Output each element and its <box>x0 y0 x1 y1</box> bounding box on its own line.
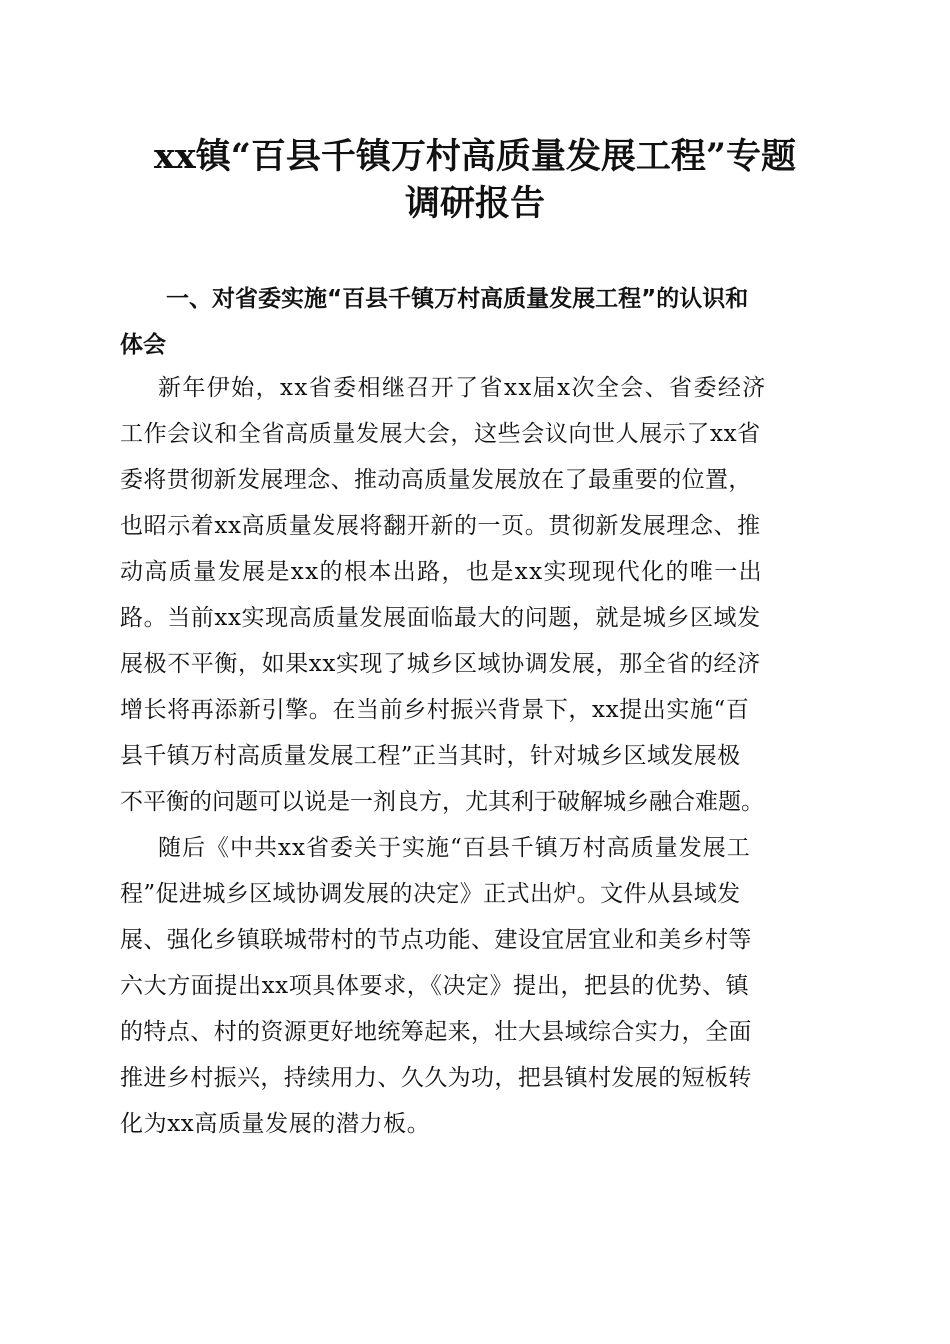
paragraph-line: 展极不平衡，如果xx实现了城乡区域协调发展，那全省的经济 <box>120 651 761 677</box>
paragraph-2 <box>120 825 832 1147</box>
paragraph-1 <box>120 365 832 825</box>
paragraph-line: 推进乡村振兴，持续用力、久久为功，把县镇村发展的短板转 <box>120 1065 752 1091</box>
section-heading-line: 体会 <box>120 332 166 358</box>
paragraph-line: 不平衡的问题可以说是一剂良方，尤其利于破解城乡融合难题。 <box>120 789 764 815</box>
document-title <box>110 133 840 227</box>
paragraph-line: 工作会议和全省高质量发展大会，这些会议向世人展示了xx省 <box>120 421 761 447</box>
paragraph-line: 动高质量发展是xx的根本出路，也是xx实现现代化的唯一出 <box>120 559 764 585</box>
paragraph-line: 路。当前xx实现高质量发展面临最大的问题，就是城乡区域发 <box>120 605 761 631</box>
paragraph-line: 县千镇万村高质量发展工程”正当其时，针对城乡区域发展极 <box>120 743 741 769</box>
paragraph-line: 随后《中共xx省委关于实施“百县千镇万村高质量发展工 <box>158 835 751 861</box>
paragraph-line: 委将贯彻新发展理念、推动高质量发展放在了最重要的位置， <box>120 467 752 493</box>
paragraph-line: 新年伊始，xx省委相继召开了省xx届x次全会、省委经济 <box>158 375 767 401</box>
document-title-line: xx镇“百县千镇万村高质量发展工程”专题 <box>154 136 796 177</box>
paragraph-line: 也昭示着xx高质量发展将翻开新的一页。贯彻新发展理念、推 <box>120 513 761 539</box>
section-heading-line: 一、对省委实施“百县千镇万村高质量发展工程”的认识和 <box>166 286 749 312</box>
paragraph-line: 增长将再添新引擎。在当前乡村振兴背景下，xx提出实施“百 <box>120 697 750 723</box>
section-heading <box>120 276 832 368</box>
paragraph-line: 化为xx高质量发展的潜力板。 <box>120 1111 431 1137</box>
paragraph-line: 六大方面提出xx项具体要求，《决定》提出，把县的优势、镇 <box>120 973 750 999</box>
paragraph-line: 的特点、村的资源更好地统筹起来，壮大县域综合实力，全面 <box>120 1019 752 1045</box>
document-title-line: 调研报告 <box>404 183 545 224</box>
paragraph-line: 展、强化乡镇联城带村的节点功能、建设宜居宜业和美乡村等 <box>120 927 752 953</box>
paragraph-line: 程”促进城乡区域协调发展的决定》正式出炉。文件从县域发 <box>120 881 741 907</box>
